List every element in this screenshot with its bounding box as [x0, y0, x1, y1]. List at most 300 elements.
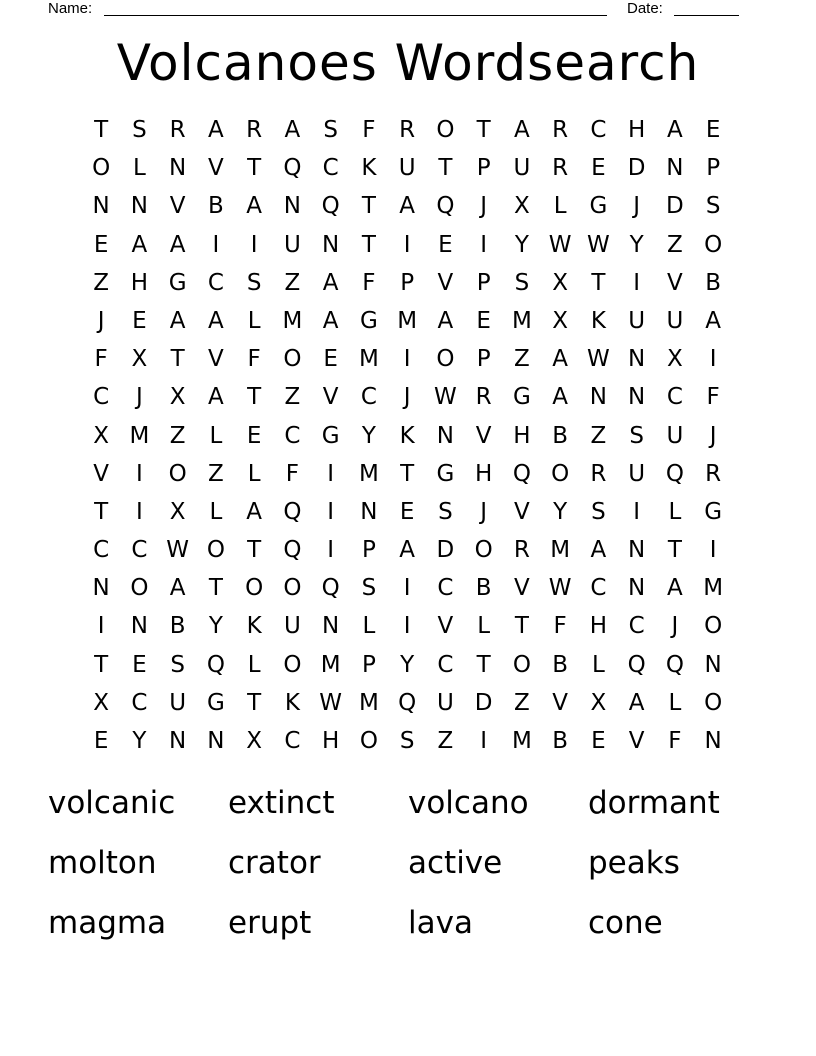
grid-letter[interactable]: L	[668, 689, 682, 716]
grid-letter[interactable]: O	[283, 575, 302, 602]
grid-letter[interactable]: I	[212, 231, 220, 258]
grid-letter[interactable]: Y	[400, 651, 415, 678]
grid-letter[interactable]: R	[169, 117, 186, 143]
grid-letter[interactable]: U	[283, 613, 301, 640]
grid-letter[interactable]: Q	[436, 193, 455, 220]
grid-letter[interactable]: X	[552, 269, 568, 296]
grid-letter[interactable]: X	[131, 346, 148, 373]
word-list-item: molton	[48, 845, 157, 881]
grid-letter[interactable]: L	[209, 422, 223, 449]
grid-letter[interactable]: N	[704, 728, 722, 754]
grid-letter[interactable]: X	[666, 346, 683, 373]
grid-letter[interactable]: G	[168, 269, 187, 296]
grid-letter[interactable]: A	[628, 689, 645, 716]
grid-letter[interactable]: N	[436, 422, 454, 449]
grid-letter[interactable]: V	[552, 689, 568, 716]
grid-letter[interactable]: A	[705, 307, 721, 334]
grid-letter[interactable]: B	[552, 728, 569, 754]
grid-letter[interactable]: P	[400, 269, 415, 296]
grid-letter[interactable]: Q	[283, 155, 302, 182]
grid-letter[interactable]: H	[321, 728, 340, 754]
grid-letter[interactable]: P	[361, 537, 376, 564]
grid-letter[interactable]: G	[206, 689, 225, 716]
grid-letter[interactable]: T	[361, 193, 376, 220]
grid-letter[interactable]: M	[397, 307, 418, 334]
grid-letter[interactable]: Q	[321, 575, 340, 602]
grid-letter[interactable]: W	[548, 575, 572, 602]
grid-letter[interactable]: Z	[207, 460, 224, 487]
grid-letter[interactable]: T	[476, 651, 491, 678]
grid-letter[interactable]: G	[359, 307, 378, 334]
grid-letter[interactable]: V	[628, 728, 645, 754]
grid-letter[interactable]: T	[438, 155, 453, 182]
grid-letter[interactable]: M	[703, 575, 724, 602]
grid-letter[interactable]: F	[362, 269, 376, 296]
grid-letter[interactable]: Z	[169, 422, 186, 449]
grid-letter[interactable]: I	[403, 231, 411, 258]
grid-letter[interactable]: S	[514, 269, 530, 296]
grid-letter[interactable]: G	[704, 498, 723, 525]
grid-letter[interactable]: O	[206, 537, 225, 564]
grid-letter[interactable]: M	[320, 651, 341, 678]
grid-letter[interactable]: X	[590, 689, 607, 716]
grid-letter[interactable]: N	[589, 384, 607, 411]
grid-letter[interactable]: F	[94, 346, 108, 373]
grid-letter[interactable]: N	[169, 155, 187, 182]
grid-letter[interactable]: I	[250, 231, 258, 258]
grid-letter[interactable]: Z	[666, 231, 683, 258]
grid-letter[interactable]: E	[132, 307, 147, 334]
grid-letter[interactable]: P	[361, 651, 376, 678]
grid-letter[interactable]: O	[436, 346, 455, 373]
grid-letter[interactable]: C	[131, 537, 148, 564]
grid-row	[82, 455, 732, 493]
grid-letter[interactable]: O	[92, 155, 111, 182]
grid-letter[interactable]: Q	[206, 651, 225, 678]
grid-letter[interactable]: Q	[512, 460, 531, 487]
grid-letter[interactable]: R	[246, 117, 263, 143]
grid-row	[82, 111, 732, 149]
grid-letter[interactable]: U	[283, 231, 301, 258]
grid-letter[interactable]: Y	[553, 498, 568, 525]
grid-letter[interactable]: N	[169, 728, 187, 754]
grid-letter[interactable]: N	[628, 537, 646, 564]
grid-letter[interactable]: K	[246, 613, 262, 640]
grid-letter[interactable]: F	[285, 460, 299, 487]
grid-letter[interactable]: T	[94, 651, 109, 678]
grid-letter[interactable]: E	[399, 498, 415, 525]
grid-letter[interactable]: Z	[590, 422, 607, 449]
grid-letter[interactable]: C	[628, 613, 645, 640]
grid-letter[interactable]: T	[247, 537, 262, 564]
grid-letter[interactable]: F	[553, 613, 567, 640]
grid-letter[interactable]: Y	[208, 613, 223, 640]
grid-letter[interactable]: V	[208, 155, 224, 182]
grid-letter[interactable]: V	[475, 422, 492, 449]
grid-letter[interactable]: F	[362, 117, 376, 143]
grid-letter[interactable]: I	[403, 575, 411, 602]
grid-letter[interactable]: R	[399, 117, 416, 143]
grid-letter[interactable]: X	[93, 422, 109, 449]
grid-letter[interactable]: E	[591, 728, 606, 754]
grid-row	[82, 264, 732, 302]
grid-letter[interactable]: Z	[437, 728, 454, 754]
date-label: Date:	[627, 0, 663, 17]
grid-letter[interactable]: N	[92, 575, 110, 602]
grid-letter[interactable]: W	[319, 689, 342, 716]
grid-letter[interactable]: O	[283, 651, 302, 678]
grid-letter[interactable]: J	[403, 384, 411, 411]
grid-letter[interactable]: A	[169, 231, 186, 258]
grid-letter[interactable]: O	[704, 231, 723, 258]
grid-letter[interactable]: H	[627, 117, 646, 143]
grid-letter[interactable]: E	[591, 155, 606, 182]
grid-letter[interactable]: I	[403, 346, 411, 373]
grid-letter[interactable]: T	[170, 346, 185, 373]
grid-letter[interactable]: P	[706, 155, 721, 182]
grid-letter[interactable]: A	[667, 117, 683, 143]
grid-letter[interactable]: I	[327, 537, 335, 564]
grid-letter[interactable]: Q	[665, 460, 684, 487]
grid-row	[82, 149, 732, 187]
grid-letter[interactable]: N	[628, 575, 646, 602]
grid-letter[interactable]: W	[587, 231, 610, 258]
grid-letter[interactable]: J	[633, 193, 641, 220]
grid-letter[interactable]: M	[282, 307, 303, 334]
grid-letter[interactable]: A	[208, 384, 224, 411]
grid-letter[interactable]: M	[511, 728, 532, 754]
grid-letter[interactable]: H	[513, 422, 531, 449]
grid-letter[interactable]: E	[93, 728, 109, 754]
grid-letter[interactable]: V	[437, 613, 454, 640]
grid-letter[interactable]: C	[284, 422, 301, 449]
grid-letter[interactable]: T	[247, 384, 262, 411]
grid-letter[interactable]: H	[589, 613, 608, 640]
grid-letter[interactable]: T	[208, 575, 223, 602]
grid-letter[interactable]: A	[169, 307, 186, 334]
grid-letter[interactable]: L	[591, 651, 605, 678]
grid-letter[interactable]: X	[169, 498, 186, 525]
word-list	[48, 775, 768, 955]
grid-letter[interactable]: J	[671, 613, 679, 640]
grid-letter[interactable]: O	[474, 537, 493, 564]
grid-letter[interactable]: Z	[284, 384, 301, 411]
grid-letter[interactable]: N	[92, 193, 110, 220]
grid-letter[interactable]: U	[169, 689, 187, 716]
grid-letter[interactable]: N	[628, 384, 646, 411]
grid-letter[interactable]: M	[129, 422, 150, 449]
grid-letter[interactable]: B	[552, 422, 569, 449]
grid-letter[interactable]: T	[94, 498, 109, 525]
grid-letter[interactable]: A	[399, 537, 415, 564]
grid-letter[interactable]: O	[245, 575, 264, 602]
grid-letter[interactable]: S	[705, 193, 721, 220]
grid-letter[interactable]: L	[362, 613, 376, 640]
grid-letter[interactable]: R	[552, 117, 569, 143]
grid-letter[interactable]: Y	[132, 728, 147, 754]
grid-letter[interactable]: O	[436, 117, 455, 143]
grid-letter[interactable]: O	[283, 346, 302, 373]
grid-letter[interactable]: P	[476, 269, 491, 296]
grid-letter[interactable]: S	[132, 117, 147, 143]
grid-letter[interactable]: N	[322, 613, 340, 640]
grid-letter[interactable]: L	[247, 651, 261, 678]
grid-letter[interactable]: I	[709, 346, 717, 373]
grid-letter[interactable]: E	[705, 117, 721, 143]
grid-letter[interactable]: L	[477, 613, 491, 640]
grid-letter[interactable]: C	[207, 269, 224, 296]
grid-letter[interactable]: T	[591, 269, 606, 296]
grid-letter[interactable]: C	[131, 689, 148, 716]
grid-letter[interactable]: S	[591, 498, 606, 525]
grid-letter[interactable]: V	[667, 269, 683, 296]
grid-letter[interactable]: I	[327, 460, 335, 487]
grid-letter[interactable]: I	[135, 498, 143, 525]
grid-letter[interactable]: L	[132, 155, 146, 182]
grid-letter[interactable]: A	[552, 346, 568, 373]
grid-letter[interactable]: U	[666, 307, 684, 334]
grid-letter[interactable]: G	[589, 193, 608, 220]
grid-letter[interactable]: K	[361, 155, 377, 182]
grid-letter[interactable]: A	[667, 575, 683, 602]
grid-letter[interactable]: R	[590, 460, 607, 487]
grid-letter[interactable]: P	[476, 155, 491, 182]
grid-letter[interactable]: T	[667, 537, 682, 564]
grid-letter[interactable]: R	[552, 155, 569, 182]
grid-letter[interactable]: Z	[513, 346, 530, 373]
grid-letter[interactable]: C	[666, 384, 683, 411]
grid-letter[interactable]: N	[704, 651, 722, 678]
grid-letter[interactable]: X	[552, 307, 568, 334]
grid-letter[interactable]: D	[627, 155, 646, 182]
grid-letter[interactable]: U	[398, 155, 416, 182]
grid-letter[interactable]: C	[590, 117, 607, 143]
grid-letter[interactable]: Q	[283, 498, 302, 525]
grid-letter[interactable]: A	[322, 307, 339, 334]
date-blank-line[interactable]	[674, 15, 739, 16]
grid-letter[interactable]: C	[590, 575, 607, 602]
grid-letter[interactable]: A	[514, 117, 530, 143]
grid-letter[interactable]: K	[590, 307, 606, 334]
grid-letter[interactable]: I	[97, 613, 105, 640]
grid-letter[interactable]: Z	[93, 269, 109, 296]
grid-letter[interactable]: Z	[284, 269, 301, 296]
grid-letter[interactable]: Q	[283, 537, 302, 564]
grid-letter[interactable]: L	[247, 460, 261, 487]
grid-letter[interactable]: N	[283, 193, 301, 220]
grid-letter[interactable]: A	[322, 269, 339, 296]
grid-letter[interactable]: N	[360, 498, 378, 525]
grid-letter[interactable]: A	[399, 193, 415, 220]
grid-letter[interactable]: R	[513, 537, 530, 564]
grid-letter[interactable]: Y	[514, 231, 529, 258]
grid-letter[interactable]: B	[169, 613, 186, 640]
grid-letter[interactable]: G	[321, 422, 340, 449]
grid-letter[interactable]: O	[130, 575, 149, 602]
grid-letter[interactable]: O	[704, 613, 723, 640]
grid-letter[interactable]: G	[512, 384, 531, 411]
grid-letter[interactable]: C	[437, 575, 454, 602]
grid-letter[interactable]: J	[135, 384, 143, 411]
grid-letter[interactable]: H	[474, 460, 493, 487]
grid-letter[interactable]: U	[436, 689, 454, 716]
grid-letter[interactable]: L	[209, 498, 223, 525]
grid-letter[interactable]: M	[358, 346, 379, 373]
grid-letter[interactable]: I	[709, 537, 717, 564]
grid-letter[interactable]: B	[705, 269, 722, 296]
grid-letter[interactable]: O	[512, 651, 531, 678]
grid-letter[interactable]: T	[247, 689, 262, 716]
grid-letter[interactable]: W	[166, 537, 189, 564]
grid-letter[interactable]: U	[628, 460, 646, 487]
grid-letter[interactable]: Y	[629, 231, 644, 258]
grid-letter[interactable]: B	[475, 575, 492, 602]
grid-letter[interactable]: M	[550, 537, 571, 564]
grid-letter[interactable]: Q	[398, 689, 417, 716]
grid-letter[interactable]: U	[513, 155, 531, 182]
grid-letter[interactable]: Q	[665, 651, 684, 678]
grid-letter[interactable]: V	[437, 269, 454, 296]
grid-letter[interactable]: S	[170, 651, 185, 678]
grid-letter[interactable]: U	[666, 422, 684, 449]
grid-letter[interactable]: S	[629, 422, 644, 449]
grid-letter[interactable]: F	[706, 384, 720, 411]
grid-letter[interactable]: I	[480, 231, 488, 258]
grid-letter[interactable]: W	[434, 384, 457, 411]
grid-letter[interactable]: C	[93, 384, 110, 411]
grid-letter[interactable]: T	[94, 117, 109, 143]
grid-letter[interactable]: S	[399, 728, 415, 754]
grid-letter[interactable]: E	[323, 346, 338, 373]
grid-letter[interactable]: V	[93, 460, 109, 487]
grid-letter[interactable]: V	[322, 384, 339, 411]
grid-letter[interactable]: A	[208, 307, 224, 334]
grid-letter[interactable]: B	[552, 651, 569, 678]
grid-letter[interactable]: E	[438, 231, 453, 258]
grid-letter[interactable]: T	[476, 117, 491, 143]
grid-letter[interactable]: M	[358, 460, 379, 487]
grid-letter[interactable]: J	[480, 193, 488, 220]
grid-letter[interactable]: N	[322, 231, 340, 258]
grid-letter[interactable]: I	[327, 498, 335, 525]
grid-letter[interactable]: L	[668, 498, 682, 525]
grid-letter[interactable]: W	[548, 231, 572, 258]
grid-letter[interactable]: O	[704, 689, 723, 716]
grid-letter[interactable]: A	[246, 193, 262, 220]
grid-letter[interactable]: N	[130, 193, 148, 220]
grid-letter[interactable]: H	[130, 269, 149, 296]
grid-letter[interactable]: Q	[627, 651, 646, 678]
grid-letter[interactable]: V	[514, 498, 530, 525]
grid-letter[interactable]: I	[480, 728, 488, 754]
grid-letter[interactable]: S	[361, 575, 377, 602]
grid-letter[interactable]: D	[666, 193, 684, 220]
name-blank-line[interactable]	[104, 15, 607, 16]
grid-letter[interactable]: L	[247, 307, 261, 334]
grid-letter[interactable]: M	[511, 307, 532, 334]
grid-row	[82, 722, 732, 760]
grid-letter[interactable]: F	[247, 346, 261, 373]
grid-letter[interactable]: T	[514, 613, 529, 640]
grid-letter[interactable]: O	[168, 460, 187, 487]
grid-letter[interactable]: X	[513, 193, 530, 220]
grid-letter[interactable]: C	[360, 384, 377, 411]
grid-letter[interactable]: A	[552, 384, 568, 411]
grid-letter[interactable]: I	[135, 460, 143, 487]
grid-letter[interactable]: O	[359, 728, 378, 754]
grid-letter[interactable]: T	[400, 460, 415, 487]
grid-letter[interactable]: S	[438, 498, 453, 525]
grid-letter[interactable]: K	[399, 422, 415, 449]
grid-letter[interactable]: E	[93, 231, 109, 258]
grid-letter[interactable]: E	[246, 422, 262, 449]
grid-letter[interactable]: V	[169, 193, 186, 220]
grid-letter[interactable]: N	[666, 155, 684, 182]
grid-letter[interactable]: V	[208, 346, 224, 373]
grid-letter[interactable]: U	[628, 307, 646, 334]
grid-letter[interactable]: Y	[361, 422, 376, 449]
grid-letter[interactable]: W	[587, 346, 610, 373]
grid-letter[interactable]: D	[436, 537, 455, 564]
grid-letter[interactable]: A	[590, 537, 607, 564]
grid-letter[interactable]: A	[208, 117, 224, 143]
grid-letter[interactable]: G	[436, 460, 455, 487]
grid-letter[interactable]: J	[480, 498, 488, 525]
grid-letter[interactable]: I	[403, 613, 411, 640]
grid-letter[interactable]: O	[551, 460, 570, 487]
grid-letter[interactable]: S	[246, 269, 262, 296]
grid-letter[interactable]: C	[437, 651, 454, 678]
grid-letter[interactable]: X	[169, 384, 186, 411]
grid-row	[82, 378, 732, 416]
grid-letter[interactable]: J	[709, 422, 717, 449]
grid-letter[interactable]: B	[207, 193, 224, 220]
grid-letter[interactable]: I	[633, 269, 641, 296]
grid-letter[interactable]: F	[668, 728, 682, 754]
grid-letter[interactable]: S	[323, 117, 338, 143]
grid-letter[interactable]: A	[437, 307, 454, 334]
grid-letter[interactable]: M	[358, 689, 379, 716]
grid-letter[interactable]: V	[514, 575, 530, 602]
grid-letter[interactable]: X	[246, 728, 262, 754]
grid-letter[interactable]: Q	[321, 193, 340, 220]
grid-letter[interactable]: C	[284, 728, 301, 754]
grid-letter[interactable]: I	[633, 498, 641, 525]
grid-letter[interactable]: T	[247, 155, 262, 182]
grid-letter[interactable]: E	[132, 651, 147, 678]
grid-letter[interactable]: A	[284, 117, 301, 143]
grid-letter[interactable]: N	[130, 613, 148, 640]
grid-letter[interactable]: P	[476, 346, 491, 373]
grid-letter[interactable]: K	[284, 689, 300, 716]
grid-letter[interactable]: C	[93, 537, 110, 564]
grid-letter[interactable]: L	[553, 193, 567, 220]
grid-letter[interactable]: R	[705, 460, 722, 487]
grid-letter[interactable]: X	[93, 689, 109, 716]
grid-letter[interactable]: Z	[513, 689, 530, 716]
grid-letter[interactable]: N	[628, 346, 646, 373]
grid-letter[interactable]: C	[322, 155, 339, 182]
grid-letter[interactable]: J	[97, 307, 105, 334]
grid-letter[interactable]: E	[476, 307, 491, 334]
grid-letter[interactable]: R	[475, 384, 492, 411]
grid-letter[interactable]: A	[169, 575, 186, 602]
grid-letter[interactable]: N	[207, 728, 225, 754]
grid-letter[interactable]: A	[131, 231, 148, 258]
grid-letter[interactable]: D	[474, 689, 493, 716]
grid-letter[interactable]: A	[246, 498, 262, 525]
grid-letter[interactable]: T	[361, 231, 376, 258]
